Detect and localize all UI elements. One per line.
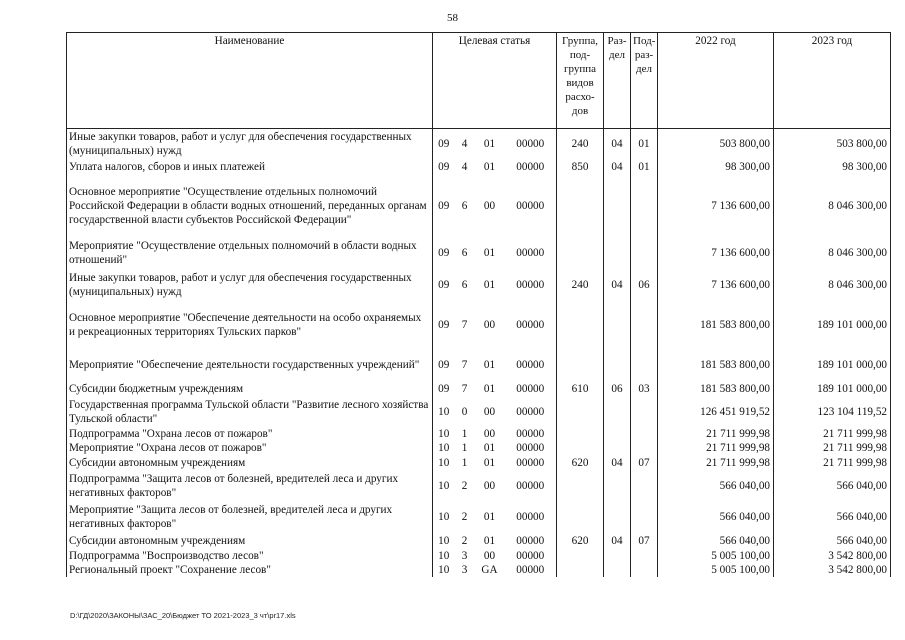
cell-y2022: 566 040,00 xyxy=(658,501,774,533)
cell-sub: 07 xyxy=(631,455,658,471)
cell-c2: 1 xyxy=(461,427,468,440)
cell-c1: 09 xyxy=(433,175,455,237)
cell-name: Основное мероприятие "Обеспечение деятельности на особо охраняемых и рекреационных территориях Тульских парков" xyxy=(67,301,433,349)
cell-sec xyxy=(604,349,631,381)
cell-y2022: 21 711 999,98 xyxy=(658,441,774,455)
cell-name: Подпрограмма "Охрана лесов от пожаров" xyxy=(67,427,433,441)
cell-c3: 01 xyxy=(483,246,496,259)
cell-c1: 10 xyxy=(433,471,455,501)
cell-y2022: 98 300,00 xyxy=(658,159,774,175)
cell-grp: 620 xyxy=(557,455,604,471)
cell-sub xyxy=(631,471,658,501)
cell-y2023: 8 046 300,00 xyxy=(774,269,891,301)
cell-c3: GA xyxy=(481,563,498,576)
cell-y2023: 566 040,00 xyxy=(774,533,891,549)
cell-name: Уплата налогов, сборов и иных платежей xyxy=(67,159,433,175)
table-body xyxy=(67,129,891,577)
cell-name: Иные закупки товаров, работ и услуг для обеспечения государственных (муниципальных) нужд xyxy=(67,269,433,301)
table-row xyxy=(67,471,891,501)
cell-sec xyxy=(604,471,631,501)
cell-name: Мероприятие "Осуществление отдельных полномочий в области водных отношений" xyxy=(67,237,433,269)
cell-c1: 09 xyxy=(433,301,455,349)
cell-c3: 01 xyxy=(483,510,496,523)
cell-c4: 00000 xyxy=(516,358,545,371)
header-section: Раз-дел xyxy=(604,33,631,129)
cell-c2: 0 xyxy=(461,405,468,418)
cell-c3: 00 xyxy=(483,479,496,492)
cell-c4: 00000 xyxy=(516,246,545,259)
table-row xyxy=(67,301,891,349)
cell-c2: 2 xyxy=(461,479,468,492)
cell-y2023: 3 542 800,00 xyxy=(774,549,891,563)
cell-sec xyxy=(604,563,631,577)
cell-c1: 09 xyxy=(433,269,455,301)
table-row xyxy=(67,159,891,175)
cell-y2022: 126 451 919,52 xyxy=(658,397,774,427)
page-number: 58 xyxy=(447,12,458,24)
cell-y2023: 8 046 300,00 xyxy=(774,175,891,237)
cell-grp: 240 xyxy=(557,269,604,301)
cell-c2: 3 xyxy=(461,563,468,576)
cell-sub xyxy=(631,427,658,441)
cell-c1: 10 xyxy=(433,455,455,471)
table-row xyxy=(67,455,891,471)
cell-c3: 01 xyxy=(483,534,496,547)
table-row xyxy=(67,501,891,533)
cell-name: Подпрограмма "Воспроизводство лесов" xyxy=(67,549,433,563)
cell-c3: 00 xyxy=(483,318,496,331)
table-row xyxy=(67,129,891,159)
cell-c2: 7 xyxy=(461,382,468,395)
cell-y2022: 7 136 600,00 xyxy=(658,175,774,237)
cell-sec: 04 xyxy=(604,159,631,175)
cell-y2022: 566 040,00 xyxy=(658,533,774,549)
cell-grp: 850 xyxy=(557,159,604,175)
cell-c4: 00000 xyxy=(516,382,545,395)
cell-c1: 10 xyxy=(433,563,455,577)
cell-c4: 00000 xyxy=(516,456,545,469)
cell-y2022: 21 711 999,98 xyxy=(658,427,774,441)
cell-c4: 00000 xyxy=(516,510,545,523)
cell-c4: 00000 xyxy=(516,534,545,547)
cell-y2022: 181 583 800,00 xyxy=(658,349,774,381)
cell-sub xyxy=(631,301,658,349)
table-row xyxy=(67,563,891,577)
cell-grp xyxy=(557,441,604,455)
cell-c2: 1 xyxy=(461,441,468,454)
cell-c1: 09 xyxy=(433,129,455,159)
cell-c2: 6 xyxy=(461,278,468,291)
table-row xyxy=(67,533,891,549)
cell-name: Мероприятие "Обеспечение деятельности государственных учреждений" xyxy=(67,349,433,381)
cell-name: Иные закупки товаров, работ и услуг для обеспечения государственных (муниципальных) нужд xyxy=(67,129,433,159)
cell-grp xyxy=(557,175,604,237)
cell-y2022: 7 136 600,00 xyxy=(658,237,774,269)
cell-c4: 00000 xyxy=(516,405,545,418)
cell-c2: 6 xyxy=(461,246,468,259)
cell-name: Государственная программа Тульской области "Развитие лесного хозяйства Тульской области" xyxy=(67,397,433,427)
cell-c2: 2 xyxy=(461,534,468,547)
table-row xyxy=(67,549,891,563)
cell-y2023: 503 800,00 xyxy=(774,129,891,159)
cell-grp xyxy=(557,563,604,577)
cell-c2: 4 xyxy=(461,160,468,173)
cell-sub xyxy=(631,549,658,563)
table-row xyxy=(67,397,891,427)
cell-sec: 04 xyxy=(604,533,631,549)
cell-c1: 10 xyxy=(433,441,455,455)
cell-c1: 09 xyxy=(433,349,455,381)
cell-sec: 04 xyxy=(604,129,631,159)
cell-sec xyxy=(604,175,631,237)
cell-y2022: 566 040,00 xyxy=(658,471,774,501)
table-row xyxy=(67,269,891,301)
cell-sec xyxy=(604,441,631,455)
cell-sec xyxy=(604,237,631,269)
cell-name: Субсидии автономным учреждениям xyxy=(67,533,433,549)
cell-y2022: 5 005 100,00 xyxy=(658,549,774,563)
cell-c1: 10 xyxy=(433,533,455,549)
cell-c4: 00000 xyxy=(516,479,545,492)
cell-c1: 09 xyxy=(433,237,455,269)
cell-grp xyxy=(557,349,604,381)
cell-y2023: 3 542 800,00 xyxy=(774,563,891,577)
cell-c4: 00000 xyxy=(516,563,545,576)
cell-c3: 01 xyxy=(483,160,496,173)
cell-grp xyxy=(557,427,604,441)
cell-y2023: 21 711 999,98 xyxy=(774,455,891,471)
table-row xyxy=(67,237,891,269)
cell-c2: 7 xyxy=(461,358,468,371)
cell-sec: 04 xyxy=(604,269,631,301)
cell-y2023: 98 300,00 xyxy=(774,159,891,175)
cell-grp: 240 xyxy=(557,129,604,159)
cell-y2023: 189 101 000,00 xyxy=(774,381,891,397)
cell-c2: 7 xyxy=(461,318,468,331)
cell-c4: 00000 xyxy=(516,318,545,331)
cell-c1: 10 xyxy=(433,427,455,441)
cell-c2: 3 xyxy=(461,549,468,562)
cell-sub xyxy=(631,349,658,381)
table-row xyxy=(67,441,891,455)
cell-sec xyxy=(604,301,631,349)
cell-c4: 00000 xyxy=(516,137,545,150)
cell-name: Мероприятие "Защита лесов от болезней, вредителей леса и других негативных факторов" xyxy=(67,501,433,533)
cell-c2: 1 xyxy=(461,456,468,469)
cell-grp xyxy=(557,549,604,563)
cell-c2: 4 xyxy=(461,137,468,150)
cell-grp xyxy=(557,397,604,427)
cell-y2023: 8 046 300,00 xyxy=(774,237,891,269)
cell-grp: 620 xyxy=(557,533,604,549)
cell-y2023: 21 711 999,98 xyxy=(774,441,891,455)
cell-sec xyxy=(604,397,631,427)
cell-c3: 00 xyxy=(483,199,496,212)
cell-y2022: 181 583 800,00 xyxy=(658,381,774,397)
header-subsection: Под-раз-дел xyxy=(631,33,658,129)
cell-y2023: 189 101 000,00 xyxy=(774,301,891,349)
cell-sub: 01 xyxy=(631,129,658,159)
table-row xyxy=(67,381,891,397)
cell-name: Мероприятие "Охрана лесов от пожаров" xyxy=(67,441,433,455)
cell-grp xyxy=(557,237,604,269)
cell-y2022: 5 005 100,00 xyxy=(658,563,774,577)
cell-sub: 07 xyxy=(631,533,658,549)
cell-c4: 00000 xyxy=(516,160,545,173)
cell-sub: 06 xyxy=(631,269,658,301)
cell-sub xyxy=(631,175,658,237)
cell-y2023: 189 101 000,00 xyxy=(774,349,891,381)
cell-y2022: 503 800,00 xyxy=(658,129,774,159)
cell-sec xyxy=(604,501,631,533)
cell-c4: 00000 xyxy=(516,199,545,212)
cell-name: Субсидии бюджетным учреждениям xyxy=(67,381,433,397)
cell-c3: 01 xyxy=(483,137,496,150)
cell-grp xyxy=(557,501,604,533)
cell-name: Региональный проект "Сохранение лесов" xyxy=(67,563,433,577)
cell-y2022: 7 136 600,00 xyxy=(658,269,774,301)
cell-c3: 01 xyxy=(483,441,496,454)
header-name: Наименование xyxy=(67,33,433,129)
cell-c3: 01 xyxy=(483,382,496,395)
header-expense-group: Группа, под-группа видов расхо-дов xyxy=(557,33,604,129)
cell-c3: 01 xyxy=(483,358,496,371)
cell-sub xyxy=(631,397,658,427)
cell-sec xyxy=(604,427,631,441)
cell-c3: 01 xyxy=(483,456,496,469)
header-year-2022: 2022 год xyxy=(658,33,774,129)
cell-sec: 04 xyxy=(604,455,631,471)
budget-table xyxy=(66,32,891,577)
cell-c1: 10 xyxy=(433,397,455,427)
cell-c1: 10 xyxy=(433,501,455,533)
file-path-footer: D:\ГД\2020\ЗАКОНЫ\ЗАС_20\Бюджет ТО 2021-2023_3 чт\pr17.xls xyxy=(70,611,296,620)
header-year-2023: 2023 год xyxy=(774,33,891,129)
cell-name: Субсидии автономным учреждениям xyxy=(67,455,433,471)
cell-c3: 01 xyxy=(483,278,496,291)
cell-y2023: 566 040,00 xyxy=(774,501,891,533)
cell-name: Основное мероприятие "Осуществление отдельных полномочий Российской Федерации в области водных отношений, переданных органам государственной власти субъектов Российской Федерации" xyxy=(67,175,433,237)
cell-c4: 00000 xyxy=(516,427,545,440)
cell-sub xyxy=(631,563,658,577)
cell-sub: 01 xyxy=(631,159,658,175)
table-row xyxy=(67,349,891,381)
cell-c1: 09 xyxy=(433,159,455,175)
cell-c3: 00 xyxy=(483,549,496,562)
cell-c3: 00 xyxy=(483,405,496,418)
header-target-article: Целевая статья xyxy=(433,33,557,129)
cell-sub xyxy=(631,237,658,269)
cell-c2: 2 xyxy=(461,510,468,523)
cell-y2023: 123 104 119,52 xyxy=(774,397,891,427)
cell-c2: 6 xyxy=(461,199,468,212)
cell-grp: 610 xyxy=(557,381,604,397)
cell-c3: 00 xyxy=(483,427,496,440)
cell-y2022: 21 711 999,98 xyxy=(658,455,774,471)
cell-sec xyxy=(604,549,631,563)
cell-c4: 00000 xyxy=(516,441,545,454)
cell-name: Подпрограмма "Защита лесов от болезней, вредителей леса и других негативных факторов" xyxy=(67,471,433,501)
cell-grp xyxy=(557,301,604,349)
cell-sub xyxy=(631,441,658,455)
cell-y2023: 21 711 999,98 xyxy=(774,427,891,441)
cell-sub: 03 xyxy=(631,381,658,397)
cell-y2023: 566 040,00 xyxy=(774,471,891,501)
cell-c1: 09 xyxy=(433,381,455,397)
table-row xyxy=(67,175,891,237)
cell-c4: 00000 xyxy=(516,549,545,562)
cell-sub xyxy=(631,501,658,533)
table-row xyxy=(67,427,891,441)
cell-grp xyxy=(557,471,604,501)
cell-sec: 06 xyxy=(604,381,631,397)
cell-c1: 10 xyxy=(433,549,455,563)
cell-c4: 00000 xyxy=(516,278,545,291)
cell-y2022: 181 583 800,00 xyxy=(658,301,774,349)
